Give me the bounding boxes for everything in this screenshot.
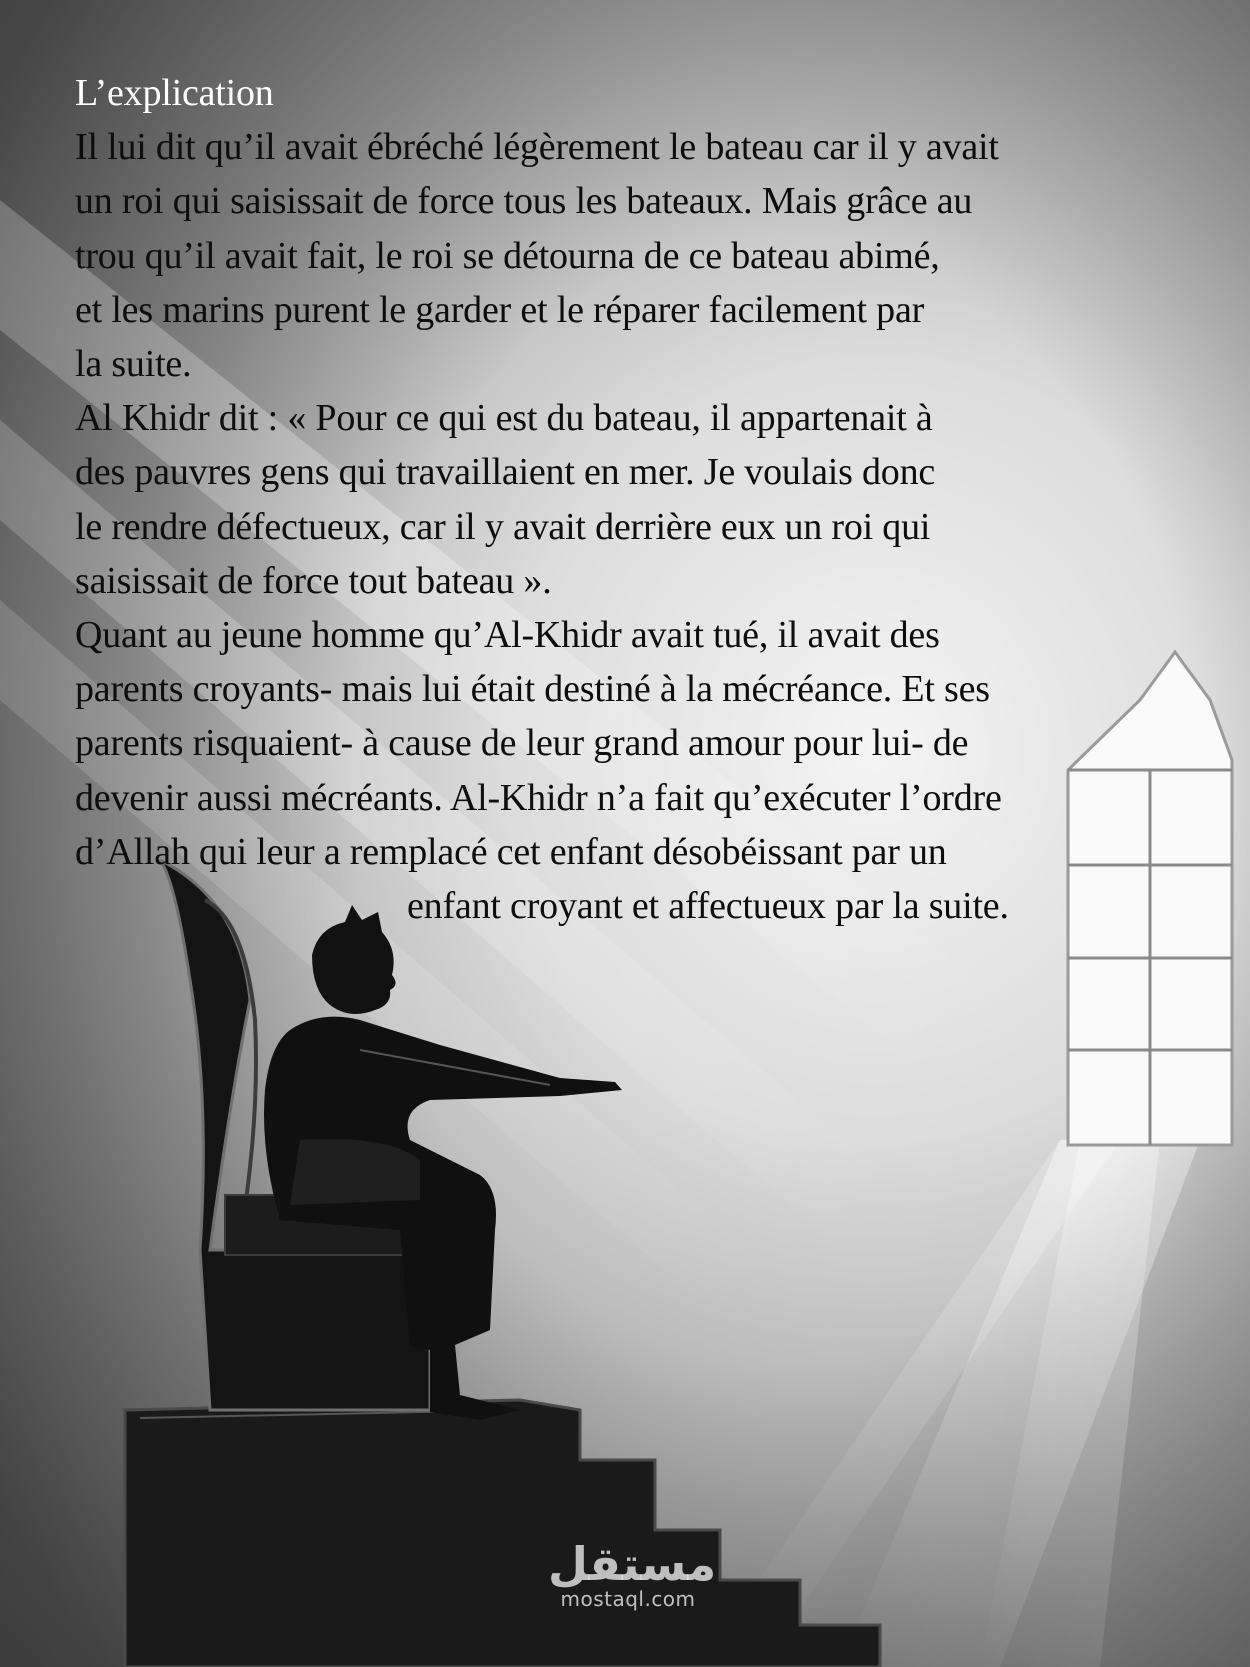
stairs-icon (125, 1400, 880, 1667)
story-line: trou qu’il avait fait, le roi se détourna de ce bateau abimé, (75, 234, 940, 277)
story-line: le rendre défectueux, car il y avait derrière eux un roi qui (75, 505, 931, 548)
story-line: un roi qui saisissait de force tous les bateaux. Mais grâce au (75, 180, 973, 223)
mostaql-site-text: mostaql.com (560, 1587, 696, 1611)
story-heading: L’explication (75, 72, 274, 114)
story-line: Quant au jeune homme qu’Al-Khidr avait tué, il avait des (75, 614, 940, 657)
mostaql-logo: مستقل (548, 1537, 717, 1591)
story-line: d’Allah qui leur a remplacé cet enfant désobéissant par un (75, 830, 947, 873)
story-line: parents croyants- mais lui était destiné à la mécréance. Et ses (75, 668, 990, 711)
story-last-line: enfant croyant et affectueux par la suite. (407, 885, 1009, 928)
story-text (75, 66, 1165, 933)
story-line: la suite. (75, 343, 192, 386)
story-line: et les marins purent le garder et le réparer facilement par (75, 288, 925, 331)
story-line: parents risquaient- à cause de leur grand amour pour lui- de (75, 722, 969, 765)
story-line: devenir aussi mécréants. Al-Khidr n’a fait qu’exécuter l’ordre (75, 776, 1002, 819)
story-line: Al Khidr dit : « Pour ce qui est du bateau, il appartenait à (75, 397, 933, 440)
story-line: Il lui dit qu’il avait ébréché légèrement le bateau car il y avait (75, 126, 999, 169)
story-line: saisissait de force tout bateau ». (75, 559, 552, 602)
story-line: des pauvres gens qui travaillaient en mer. Je voulais donc (75, 451, 936, 494)
mostaql-watermark (548, 1537, 717, 1611)
